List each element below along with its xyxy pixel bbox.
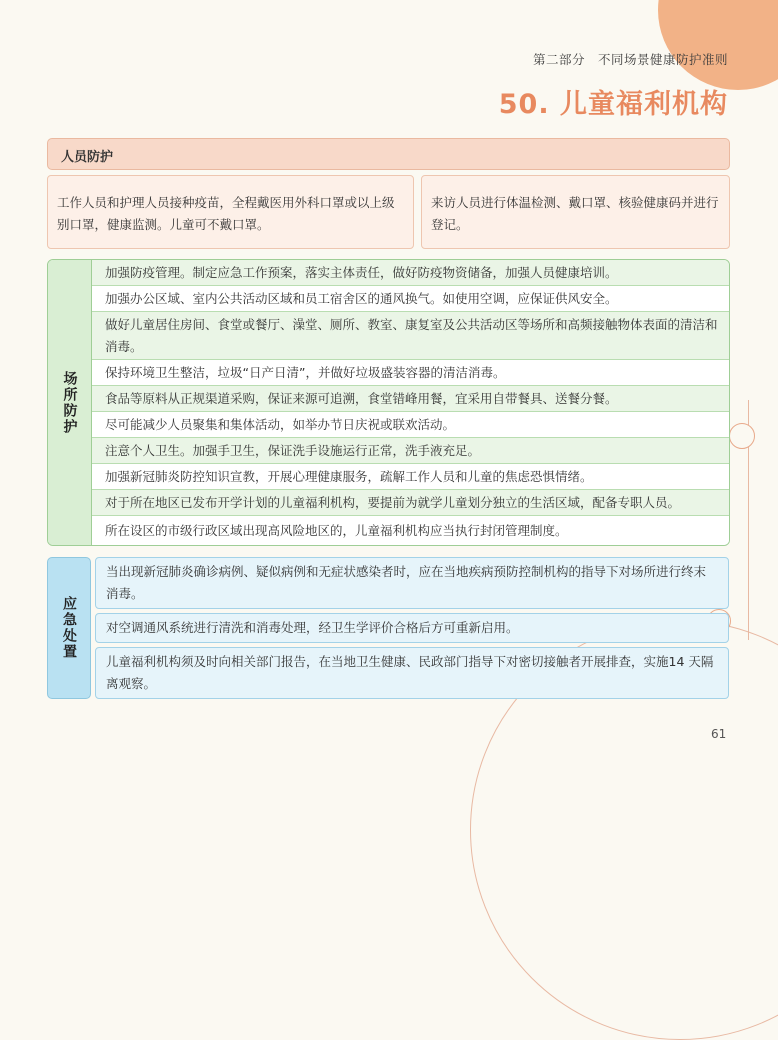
emergency-label-cell bbox=[47, 557, 91, 699]
visitor-protection-text: 来访人员进行体温检测、戴口罩、核验健康码并进行登记。 bbox=[421, 175, 730, 249]
venue-label-cell bbox=[48, 260, 92, 545]
list-item: 加强防疫管理。制定应急工作预案，落实主体责任，做好防疫物资储备，加强人员健康培训。 bbox=[92, 260, 729, 286]
personnel-heading: 人员防护 bbox=[47, 138, 730, 170]
list-item: 所在设区的市级行政区域出现高风险地区的，儿童福利机构应当执行封闭管理制度。 bbox=[92, 516, 729, 545]
emergency-label: 应急处置 bbox=[61, 596, 77, 660]
list-item: 注意个人卫生。加强手卫生，保证洗手设施运行正常，洗手液充足。 bbox=[92, 438, 729, 464]
staff-protection-text: 工作人员和护理人员接种疫苗，全程戴医用外科口罩或以上级别口罩，健康监测。儿童可不戴口罩。 bbox=[47, 175, 414, 249]
page-title: 50. 儿童福利机构 bbox=[498, 89, 728, 120]
list-item: 尽可能减少人员聚集和集体活动，如举办节日庆祝或联欢活动。 bbox=[92, 412, 729, 438]
venue-protection-section bbox=[47, 259, 730, 546]
list-item: 当出现新冠肺炎确诊病例、疑似病例和无症状感染者时，应在当地疾病预防控制机构的指导下对场所进行终末消毒。 bbox=[95, 557, 729, 609]
list-item: 做好儿童居住房间、食堂或餐厅、澡堂、厕所、教室、康复室及公共活动区等场所和高频接触物体表面的清洁和消毒。 bbox=[92, 312, 729, 360]
list-item: 对于所在地区已发布开学计划的儿童福利机构，要提前为就学儿童划分独立的生活区域，配备专职人员。 bbox=[92, 490, 729, 516]
list-item: 加强新冠肺炎防控知识宣教，开展心理健康服务，疏解工作人员和儿童的焦虑恐惧情绪。 bbox=[92, 464, 729, 490]
decorative-circle bbox=[658, 0, 778, 90]
list-item: 加强办公区域、室内公共活动区域和员工宿舍区的通风换气。如使用空调，应保证供风安全。 bbox=[92, 286, 729, 312]
venue-list bbox=[92, 260, 729, 545]
section-label: 第二部分 不同场景健康防护准则 bbox=[532, 52, 728, 67]
decorative-ring bbox=[729, 423, 755, 449]
venue-label: 场所防护 bbox=[61, 370, 78, 435]
list-item: 儿童福利机构须及时向相关部门报告，在当地卫生健康、民政部门指导下对密切接触者开展排查，实施14 天隔离观察。 bbox=[95, 647, 729, 699]
list-item: 对空调通风系统进行清洗和消毒处理，经卫生学评价合格后方可重新启用。 bbox=[95, 613, 729, 643]
page-number: 61 bbox=[711, 727, 727, 741]
list-item: 食品等原料从正规渠道采购，保证来源可追溯，食堂错峰用餐，宜采用自带餐具、送餐分餐。 bbox=[92, 386, 729, 412]
list-item: 保持环境卫生整洁，垃圾“日产日清”，并做好垃圾盛装容器的清洁消毒。 bbox=[92, 360, 729, 386]
